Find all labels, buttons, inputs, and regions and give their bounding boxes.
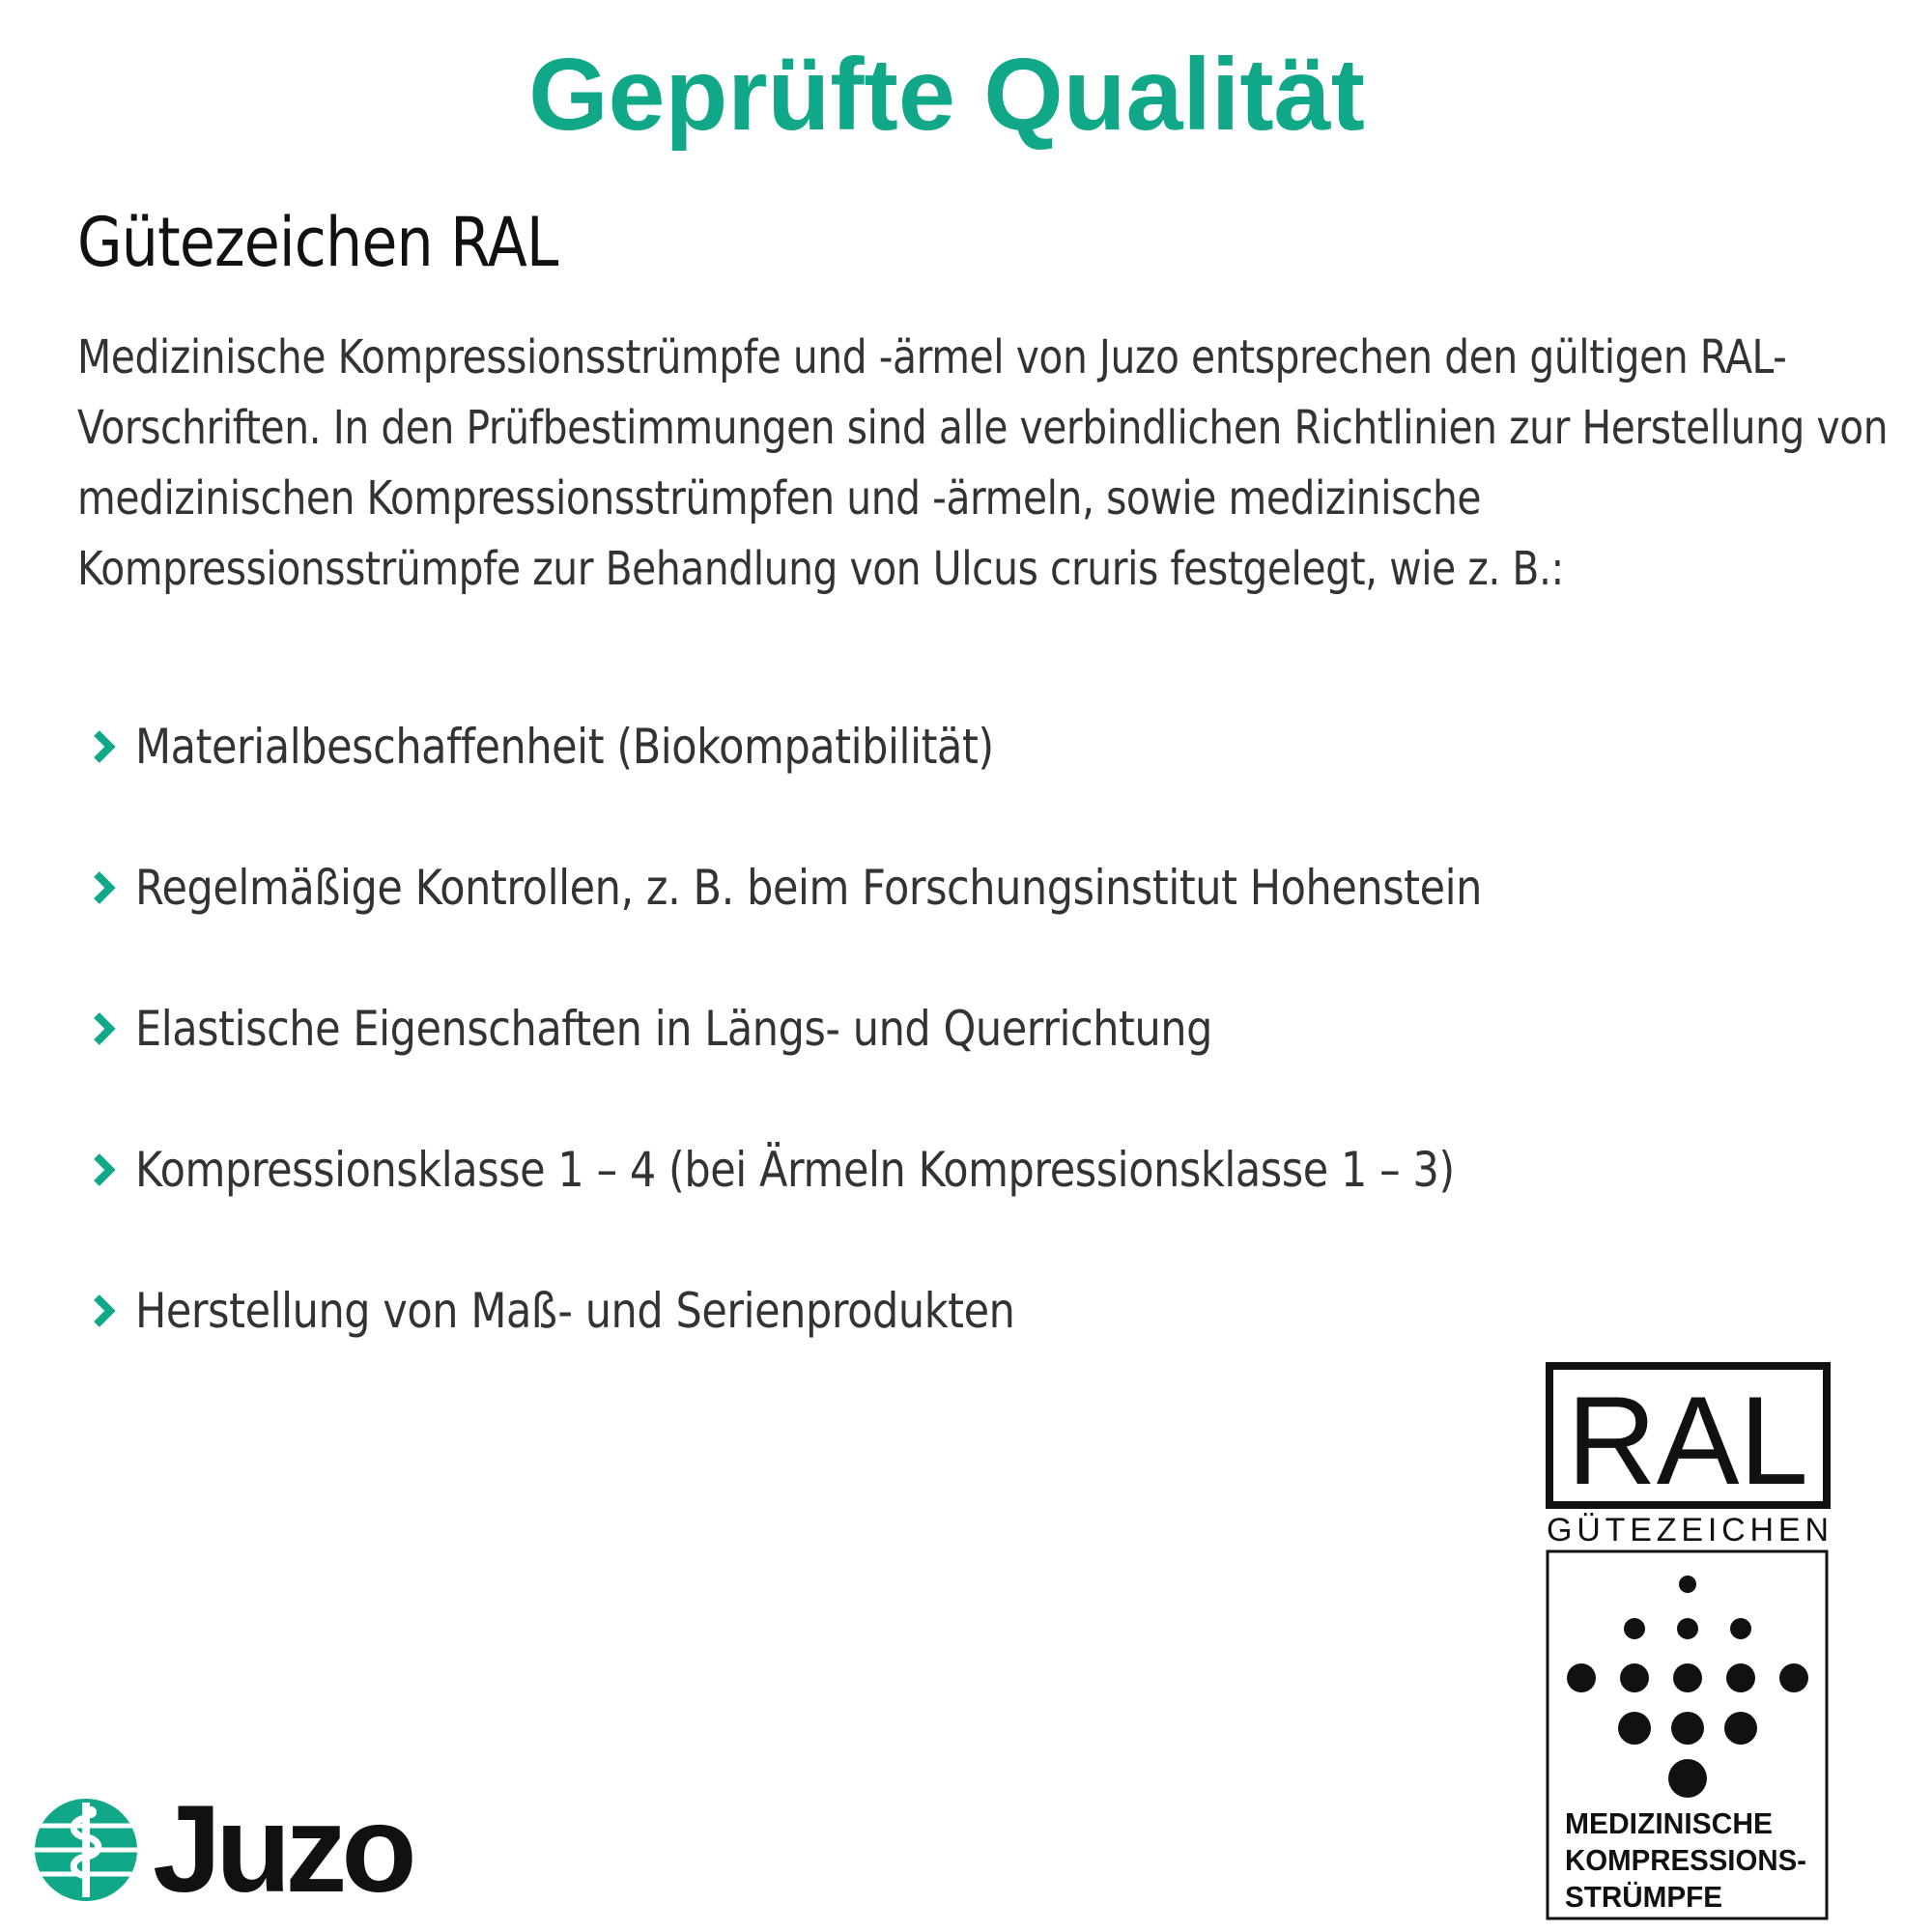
list-item-text: Materialbeschaffenheit (Biokompatibilität)	[135, 719, 994, 775]
list-item	[91, 817, 1701, 958]
chevron-right-icon	[91, 1008, 118, 1050]
juzo-logo	[33, 1780, 412, 1918]
ral-seal-title: RAL	[1567, 1370, 1808, 1511]
chevron-right-icon	[91, 1149, 118, 1191]
ral-quality-seal	[1546, 1362, 1835, 1922]
juzo-wordmark: Juzo	[153, 1780, 412, 1918]
ral-seal-line-1: MEDIZINISCHE	[1565, 1806, 1773, 1840]
list-item-text: Kompressionsklasse 1 – 4 (bei Ärmeln Kompressionsklasse 1 – 3)	[135, 1142, 1455, 1198]
list-item-text: Herstellung von Maß- und Serienprodukten	[135, 1283, 1015, 1339]
ral-seal-line-2: KOMPRESSIONS-	[1565, 1843, 1806, 1877]
page-title: Geprüfte Qualität	[528, 38, 1365, 152]
section-heading: Gütezeichen RAL	[77, 203, 558, 282]
intro-paragraph: Medizinische Kompressionsstrümpfe und -ärmel von Juzo entsprechen den gültigen RAL-Vorschriften. In den Prüfbestimmungen sind alle verbindlichen Richtlinien zur Herstellung von medizinischen Kompressionsstrümpfen und -ärmeln, sowie medizinische Kompressionsstrümpfe zur Behandlung von Ulcus cruris festgelegt, wie z. B.:	[77, 330, 1889, 596]
caduceus-globe-icon	[33, 1797, 139, 1903]
ral-seal-label: GÜTEZEICHEN	[1547, 1512, 1829, 1548]
chevron-right-icon	[91, 1290, 118, 1332]
list-item-text: Regelmäßige Kontrollen, z. B. beim Forschungsinstitut Hohenstein	[135, 860, 1482, 916]
chevron-right-icon	[91, 725, 118, 768]
list-item	[91, 676, 1701, 817]
stocking-dots-icon	[1567, 1576, 1808, 1798]
list-item	[91, 1099, 1701, 1240]
list-item-text: Elastische Eigenschaften in Längs- und Querrichtung	[135, 1001, 1212, 1057]
list-item	[91, 1240, 1701, 1381]
requirements-list	[91, 676, 1701, 1381]
ral-seal-line-3: STRÜMPFE	[1565, 1880, 1722, 1914]
chevron-right-icon	[91, 867, 118, 909]
list-item	[91, 958, 1701, 1099]
